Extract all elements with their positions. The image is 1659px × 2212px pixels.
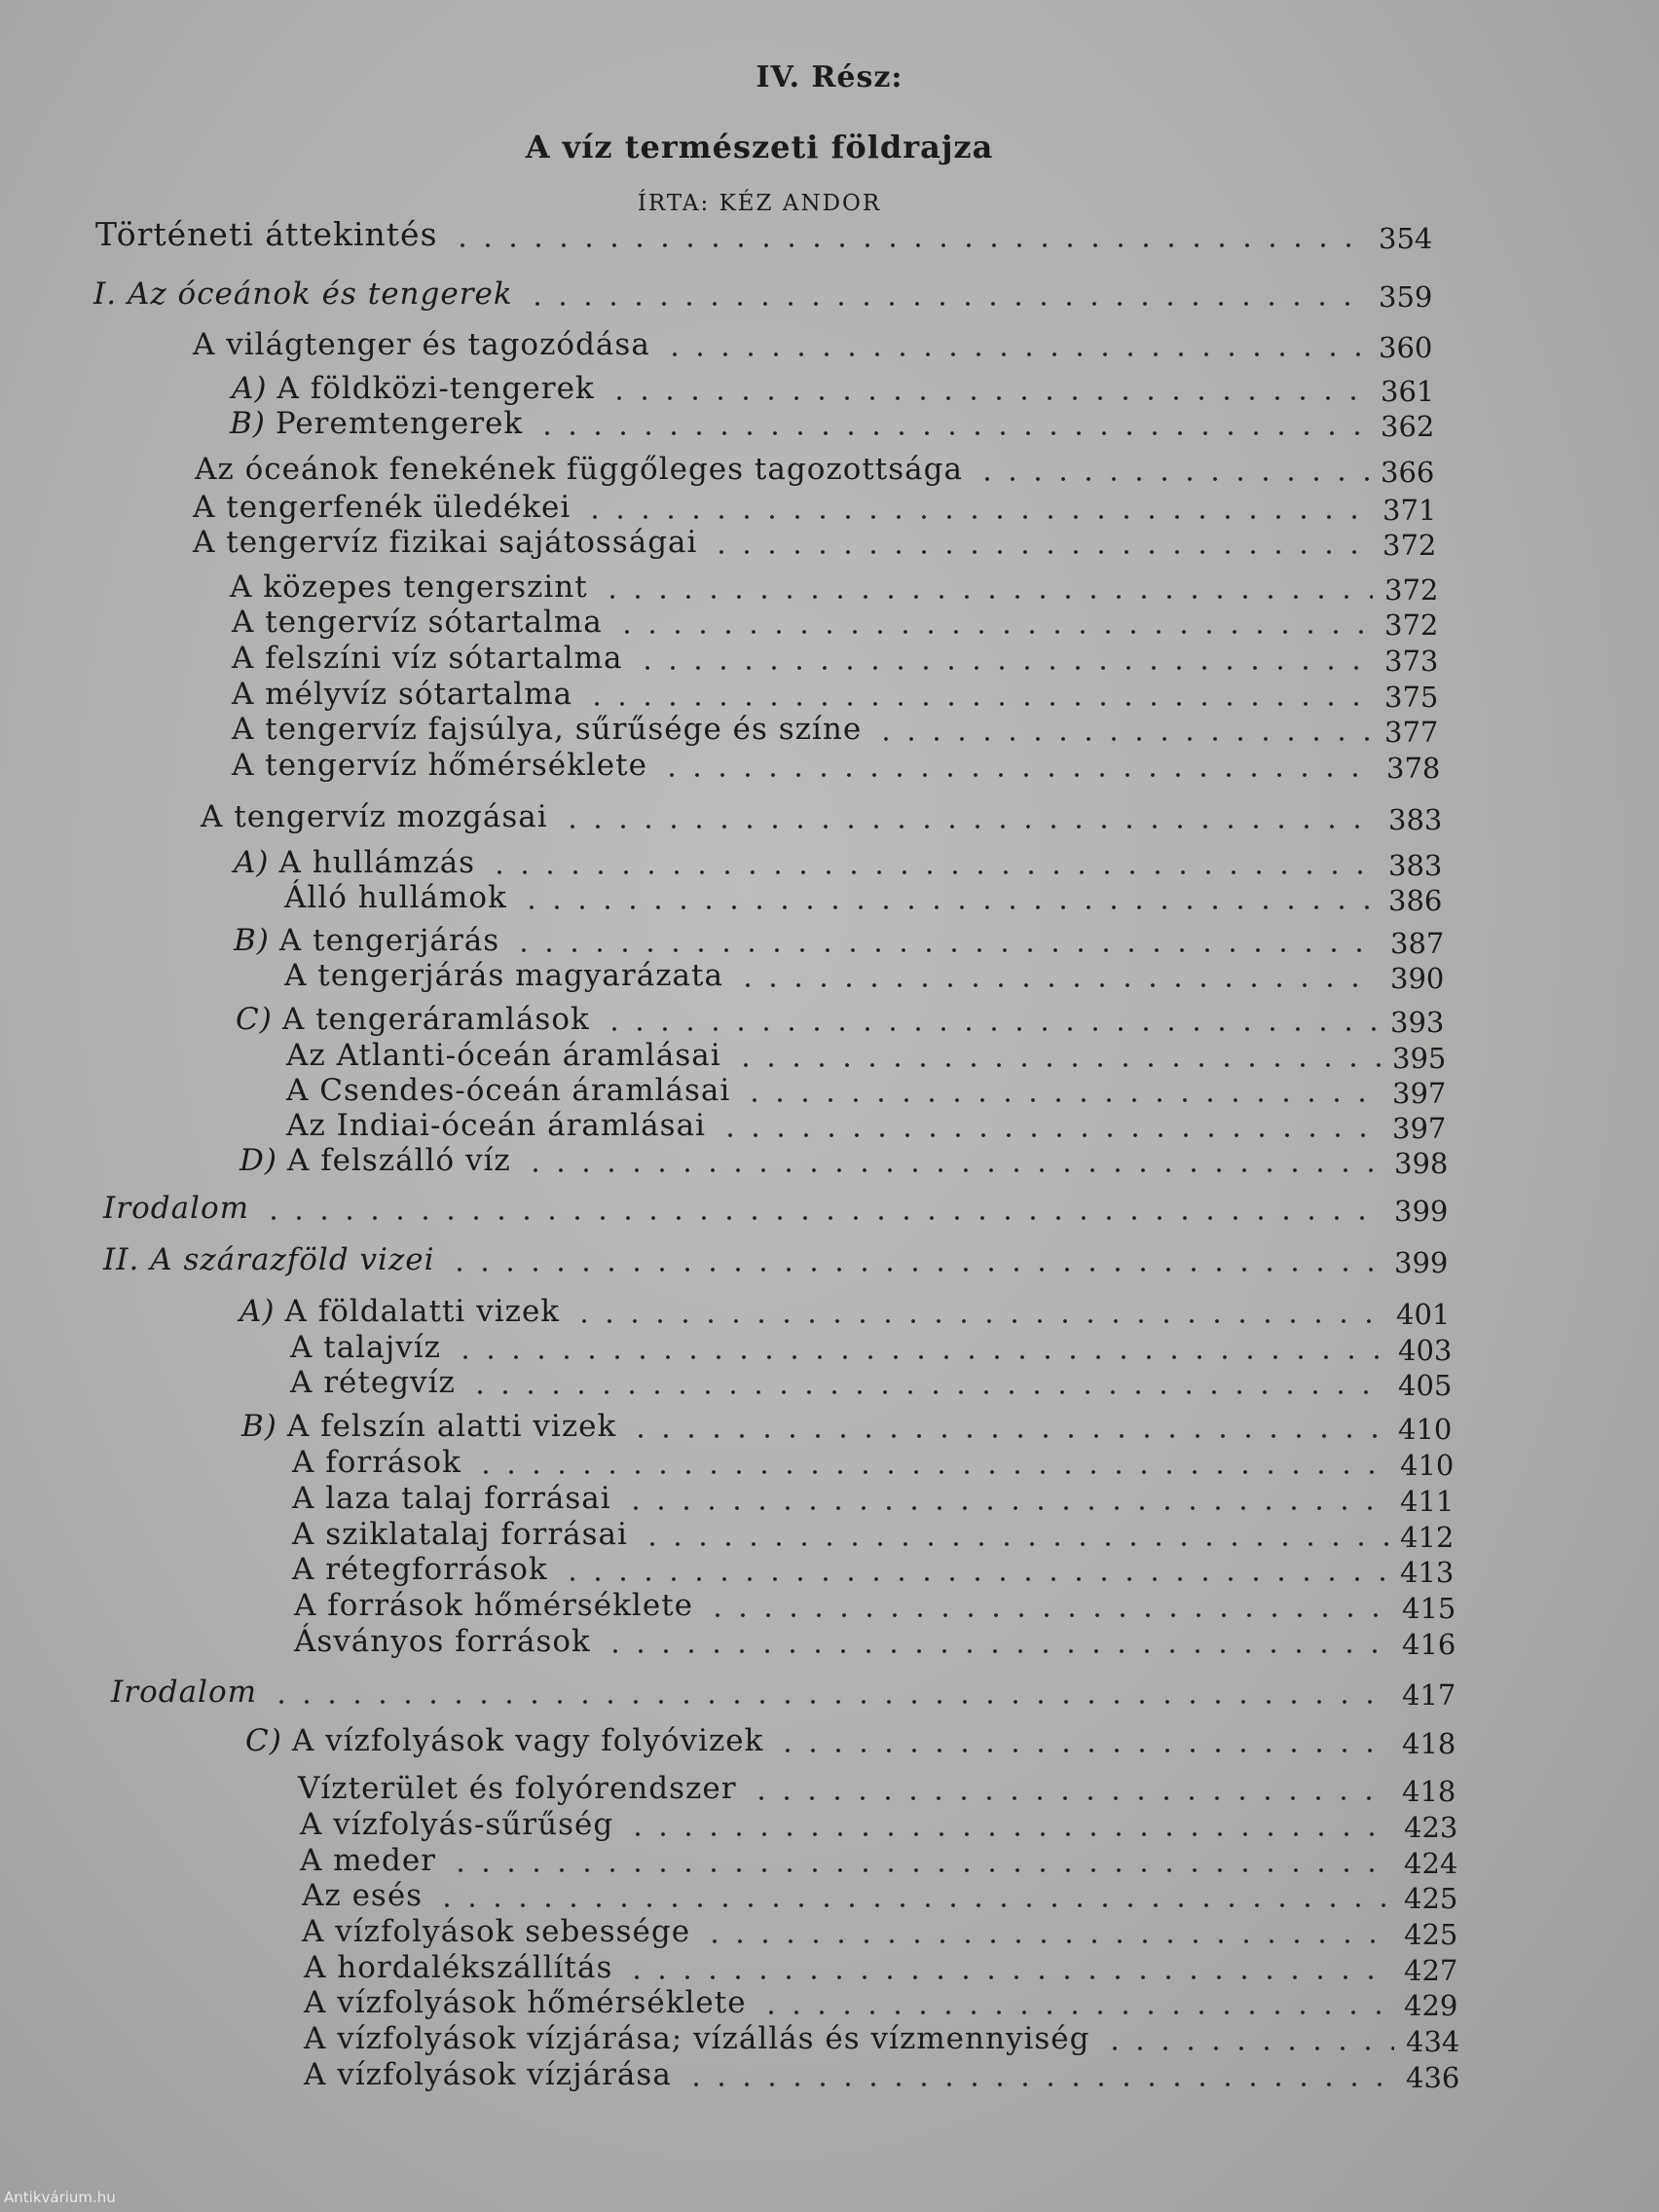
- toc-entry: [304, 1948, 1482, 1987]
- leader-dots: [448, 1868, 1392, 1872]
- leader-dots: [519, 905, 1377, 909]
- entry-title: A vízfolyások vagy folyóvizek: [291, 1723, 764, 1758]
- leader-dots: [487, 870, 1377, 874]
- leader-dots: [603, 1649, 1390, 1653]
- page-number: 410: [1398, 1413, 1453, 1446]
- entry-prefix: A): [232, 371, 268, 406]
- entry-prefix: D): [240, 1143, 277, 1178]
- leader-dots: [582, 515, 1371, 519]
- watermark: Antikvárium.hu: [4, 2189, 116, 2206]
- leader-dots: [511, 948, 1379, 952]
- entry-title: A források hőmérséklete: [294, 1588, 694, 1623]
- entry-title: A közepes tengerszint: [230, 570, 588, 605]
- page-number: 436: [1406, 2061, 1460, 2094]
- toc-entry: [245, 1721, 1480, 1760]
- toc-entry: [230, 404, 1458, 443]
- entry-title: Az esés: [302, 1878, 424, 1913]
- entry-title: A hullámzás: [278, 845, 476, 880]
- page-number: 424: [1404, 1847, 1458, 1880]
- entry-title: A földalatti vizek: [284, 1294, 561, 1329]
- toc-entry: [201, 797, 1466, 836]
- page-number: 383: [1388, 803, 1443, 836]
- toc-entry: [286, 1071, 1470, 1110]
- leader-dots: [758, 2010, 1392, 2014]
- toc-entry: [286, 1036, 1470, 1075]
- entry-title: A felszín alatti vizek: [286, 1409, 617, 1444]
- toc-entry: [95, 216, 1456, 255]
- entry-title: A vízfolyás-sűrűség: [300, 1807, 614, 1842]
- leader-dots: [473, 1470, 1388, 1474]
- entry-title: A források: [292, 1445, 461, 1480]
- page-number: 362: [1381, 410, 1435, 443]
- toc-entry: [292, 1479, 1478, 1518]
- toc-entry: [292, 1550, 1478, 1589]
- main-title: A víz természeti földrajza: [525, 129, 994, 166]
- page-number: 397: [1392, 1077, 1447, 1110]
- toc-entry: [240, 1292, 1474, 1331]
- leader-dots: [735, 983, 1379, 987]
- toc-entry: [241, 1407, 1476, 1446]
- page-number: 415: [1402, 1592, 1456, 1625]
- page-number: 423: [1404, 1811, 1458, 1844]
- entry-prefix: B): [230, 406, 266, 441]
- entry-title: II. A szárazföld vizei: [103, 1242, 435, 1277]
- entry-title: A tengervíz fajsúlya, sűrűsége és színe: [232, 712, 863, 747]
- toc-entry: [290, 1328, 1476, 1367]
- page-number: 375: [1384, 681, 1439, 714]
- toc-entry: [304, 1983, 1482, 2022]
- entry-title: A talajvíz: [290, 1330, 441, 1365]
- entry-prefix: C): [236, 1002, 273, 1037]
- page-number: 398: [1394, 1147, 1449, 1180]
- toc-entry: [304, 2019, 1484, 2058]
- leader-dots: [467, 1390, 1386, 1394]
- page-number: 359: [1379, 280, 1433, 313]
- toc-entry: [294, 1586, 1480, 1625]
- page-number: 425: [1404, 1882, 1458, 1915]
- page-number: 410: [1400, 1449, 1455, 1482]
- entry-title: A tengerfenék üledékei: [193, 490, 571, 525]
- leader-dots: [560, 825, 1377, 829]
- leader-dots: [659, 773, 1375, 777]
- page-number: 399: [1394, 1246, 1449, 1279]
- leader-dots: [718, 1133, 1381, 1137]
- page-number: 418: [1402, 1775, 1456, 1808]
- page-number: 371: [1382, 494, 1437, 527]
- entry-prefix: A): [234, 845, 270, 880]
- entry-title: A hordalékszállítás: [304, 1950, 613, 1985]
- leader-dots: [450, 243, 1367, 247]
- entry-prefix: B): [241, 1409, 277, 1444]
- leader-dots: [635, 666, 1373, 670]
- leader-dots: [702, 1939, 1392, 1943]
- toc-entry: [300, 1805, 1482, 1844]
- leader-dots: [624, 1975, 1392, 1979]
- entry-title: A meder: [300, 1843, 436, 1878]
- entry-title: A tengervíz mozgásai: [201, 799, 548, 834]
- toc-entry: [302, 1876, 1482, 1915]
- page-number: 372: [1384, 608, 1439, 642]
- toc-entry: [298, 1769, 1480, 1808]
- page-number: 416: [1402, 1628, 1456, 1661]
- leader-dots: [607, 396, 1369, 400]
- page-number: 417: [1402, 1678, 1456, 1712]
- toc-entry: [93, 275, 1456, 313]
- entry-title: A sziklatalaj forrásai: [292, 1517, 628, 1552]
- page-number: 413: [1400, 1556, 1455, 1589]
- page-number: 361: [1381, 375, 1435, 408]
- author-line: ÍRTA: KÉZ ANDOR: [637, 191, 882, 216]
- toc-entry: [290, 1363, 1476, 1402]
- page-number: 366: [1381, 456, 1435, 489]
- page-number: 397: [1392, 1112, 1447, 1145]
- entry-title: Peremtengerek: [275, 406, 524, 441]
- part-title: IV. Rész:: [756, 60, 903, 94]
- leader-dots: [600, 595, 1373, 599]
- page-number: 425: [1404, 1918, 1458, 1951]
- entry-title: A rétegforrások: [292, 1552, 548, 1587]
- page-number: 401: [1396, 1298, 1451, 1331]
- page-number: 354: [1379, 222, 1433, 255]
- entry-title: Álló hullámok: [284, 880, 507, 915]
- page-number: 378: [1386, 752, 1441, 785]
- leader-dots: [525, 302, 1367, 306]
- leader-dots: [628, 1434, 1386, 1438]
- page-number: 399: [1394, 1195, 1449, 1228]
- entry-title: Ásványos források: [294, 1624, 591, 1659]
- leader-dots: [523, 1168, 1382, 1172]
- toc-entry: [111, 1673, 1480, 1712]
- entry-prefix: C): [245, 1723, 282, 1758]
- page-number: 372: [1384, 573, 1439, 607]
- leader-dots: [434, 1903, 1392, 1907]
- leader-dots: [571, 1319, 1384, 1323]
- toc-entry: [193, 325, 1456, 364]
- toc-entry: [300, 1841, 1482, 1880]
- leader-dots: [614, 630, 1373, 634]
- entry-title: A tengervíz fizikai sajátosságai: [193, 525, 698, 560]
- page-number: 390: [1390, 962, 1445, 995]
- leader-dots: [709, 550, 1371, 554]
- toc-entry: [232, 675, 1462, 714]
- entry-title: A vízfolyások vízjárása; vízállás és vízmennyiség: [304, 2021, 1090, 2056]
- leader-dots: [560, 1577, 1388, 1581]
- page-number: 393: [1390, 1006, 1445, 1039]
- page-number: 360: [1379, 331, 1433, 364]
- entry-prefix: A): [240, 1294, 276, 1329]
- toc-entry: [236, 1000, 1468, 1039]
- leader-dots: [623, 1506, 1388, 1510]
- page-number: 387: [1390, 927, 1445, 960]
- entry-title: A vízfolyások sebessége: [302, 1914, 691, 1949]
- toc-entry: [240, 1141, 1472, 1180]
- leader-dots: [733, 1063, 1381, 1067]
- leader-dots: [535, 431, 1369, 435]
- leader-dots: [683, 2083, 1394, 2086]
- toc-entry: [232, 746, 1464, 785]
- leader-dots: [749, 1796, 1390, 1800]
- toc-entry: [234, 843, 1466, 882]
- toc-entry: [294, 1622, 1480, 1661]
- entry-title: A földközi-tengerek: [276, 371, 595, 406]
- page-number: 427: [1404, 1954, 1458, 1987]
- leader-dots: [584, 702, 1373, 706]
- entry-title: A vízfolyások vízjárása: [304, 2057, 672, 2092]
- leader-dots: [662, 352, 1367, 356]
- entry-title: A rétegvíz: [290, 1365, 456, 1400]
- toc-entry: [284, 956, 1468, 995]
- leader-dots: [602, 1027, 1379, 1031]
- toc-entry: [302, 1912, 1482, 1951]
- leader-dots: [975, 477, 1369, 481]
- page-number: 405: [1398, 1369, 1453, 1402]
- toc-entry: [232, 369, 1458, 408]
- page-number: 377: [1384, 716, 1439, 749]
- leader-dots: [453, 1355, 1386, 1359]
- entry-title: A vízfolyások hőmérséklete: [304, 1985, 747, 2020]
- page-number: 386: [1388, 884, 1443, 917]
- entry-title: A felszálló víz: [286, 1143, 511, 1178]
- toc-entry: [195, 450, 1458, 489]
- toc-entry: [232, 603, 1462, 642]
- entry-prefix: B): [234, 923, 270, 958]
- entry-title: I. Az óceánok és tengerek: [93, 276, 513, 312]
- leader-dots: [261, 1216, 1382, 1220]
- toc-entry: [193, 523, 1460, 562]
- page-number: 383: [1388, 849, 1443, 882]
- entry-title: Irodalom: [103, 1191, 250, 1226]
- entry-title: A Csendes-óceán áramlásai: [286, 1073, 731, 1108]
- page-number: 418: [1402, 1727, 1456, 1760]
- leader-dots: [742, 1098, 1381, 1102]
- entry-title: A tengerjárás: [278, 923, 500, 958]
- entry-title: A tengervíz sótartalma: [232, 605, 603, 640]
- entry-title: A tengervíz hőmérséklete: [232, 748, 647, 783]
- leader-dots: [640, 1542, 1388, 1546]
- entry-title: A mélyvíz sótartalma: [232, 677, 573, 712]
- toc-entry: [304, 2055, 1484, 2094]
- entry-title: Az Indiai-óceán áramlásai: [286, 1108, 706, 1143]
- leader-dots: [1102, 2046, 1395, 2050]
- toc-entry: [286, 1106, 1470, 1145]
- page-number: 372: [1382, 529, 1437, 562]
- page-number: 403: [1398, 1334, 1453, 1367]
- leader-dots: [625, 1832, 1392, 1836]
- toc-entry: [292, 1515, 1478, 1554]
- entry-title: Történeti áttekintés: [95, 215, 438, 253]
- toc-entry: [230, 568, 1462, 607]
- toc-entry: [193, 488, 1460, 527]
- page-number: 434: [1406, 2025, 1460, 2058]
- page-number: 395: [1392, 1042, 1447, 1075]
- entry-title: Vízterület és folyórendszer: [298, 1771, 737, 1806]
- page-number: 412: [1400, 1521, 1455, 1554]
- entry-title: A tengeráramlások: [281, 1002, 590, 1037]
- entry-title: Irodalom: [111, 1675, 258, 1710]
- leader-dots: [775, 1749, 1390, 1752]
- entry-title: A tengerjárás magyarázata: [284, 958, 723, 993]
- toc-entry: [234, 921, 1468, 960]
- leader-dots: [269, 1700, 1390, 1704]
- page-number: 429: [1404, 1989, 1458, 2022]
- toc-entry: [103, 1240, 1472, 1279]
- entry-title: Az Atlanti-óceán áramlásai: [286, 1038, 721, 1073]
- toc-entry: [292, 1443, 1478, 1482]
- leader-dots: [705, 1613, 1390, 1617]
- entry-title: Az óceánok fenekének függőleges tagozottsága: [195, 452, 963, 487]
- leader-dots: [447, 1268, 1382, 1272]
- toc-entry: [284, 878, 1466, 917]
- leader-dots: [873, 737, 1373, 741]
- page-number: 411: [1400, 1485, 1455, 1518]
- toc-entry: [232, 710, 1462, 749]
- entry-title: A világtenger és tagozódása: [193, 327, 650, 362]
- entry-title: A laza talaj forrásai: [292, 1481, 611, 1516]
- toc-entry: [103, 1189, 1472, 1228]
- entry-title: A felszíni víz sótartalma: [232, 641, 623, 676]
- toc-entry: [232, 639, 1462, 678]
- page-number: 373: [1384, 645, 1439, 678]
